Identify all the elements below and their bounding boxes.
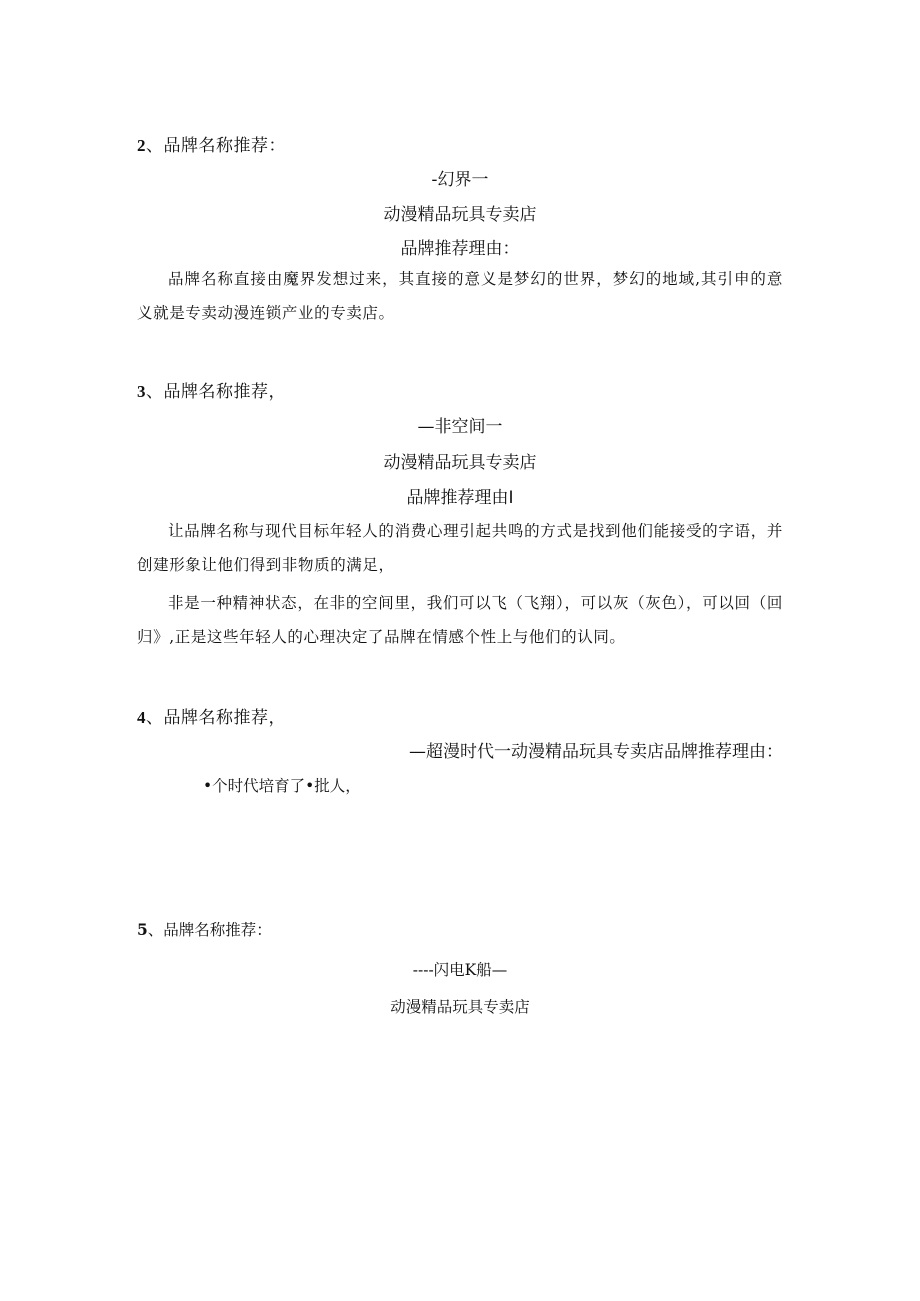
section-3-number: 3: [137, 382, 146, 401]
section-5-subtitle: 动漫精品玩具专卖店: [390, 998, 530, 1016]
section-3-heading: [137, 377, 286, 402]
section-3-heading-text: 、品牌名称推荐，: [146, 382, 286, 402]
section-2-reason-label: 品牌推荐理由：: [400, 239, 520, 259]
section-4-heading: [137, 703, 286, 728]
section-2-brand-name: -幻界一: [431, 170, 489, 190]
section-3-reason-label: 品牌推荐理由I: [406, 488, 514, 508]
section-3-subtitle: 动漫精品玩具专卖店: [383, 453, 537, 473]
section-5-brand-name: ----闪电K船—: [412, 961, 508, 979]
section-2-heading: [137, 131, 286, 156]
section-3-paragraph-2: 非是一种精神状态，在非的空间里，我们可以飞（飞翔），可以灰（灰色），可以回（回归》,正是这些年轻人的心理决定了品牌在情感个性上与他们的认同。: [137, 594, 783, 646]
section-2-heading-text: 、品牌名称推荐：: [146, 136, 286, 156]
section-2-subtitle: 动漫精品玩具专卖店: [383, 205, 537, 225]
section-4-heading-text: 、品牌名称推荐，: [146, 708, 286, 728]
section-3-paragraph-1: 让品牌名称与现代目标年轻人的消费心理引起共鸣的方式是找到他们能接受的字语，并创建形象让他们得到非物质的满足，: [137, 522, 783, 574]
section-5-number: 5: [137, 920, 148, 939]
section-2-paragraph: 品牌名称直接由魔界发想过来，其直接的意义是梦幻的世界，梦幻的地域,其引申的意义就是专卖动漫连锁产业的专卖店。: [137, 270, 783, 322]
section-4-brand-line: —超漫时代一动漫精品玩具专卖店品牌推荐理由：: [409, 742, 783, 762]
section-3-brand-name: —非空间一: [417, 417, 503, 437]
section-4-bullet-line: •个时代培育了•批人，: [203, 777, 361, 795]
section-4-number: 4: [137, 708, 146, 727]
section-2-number: 2: [137, 136, 146, 155]
section-5-heading-text: 、品牌名称推荐：: [147, 921, 272, 939]
section-5-heading: [137, 918, 272, 940]
